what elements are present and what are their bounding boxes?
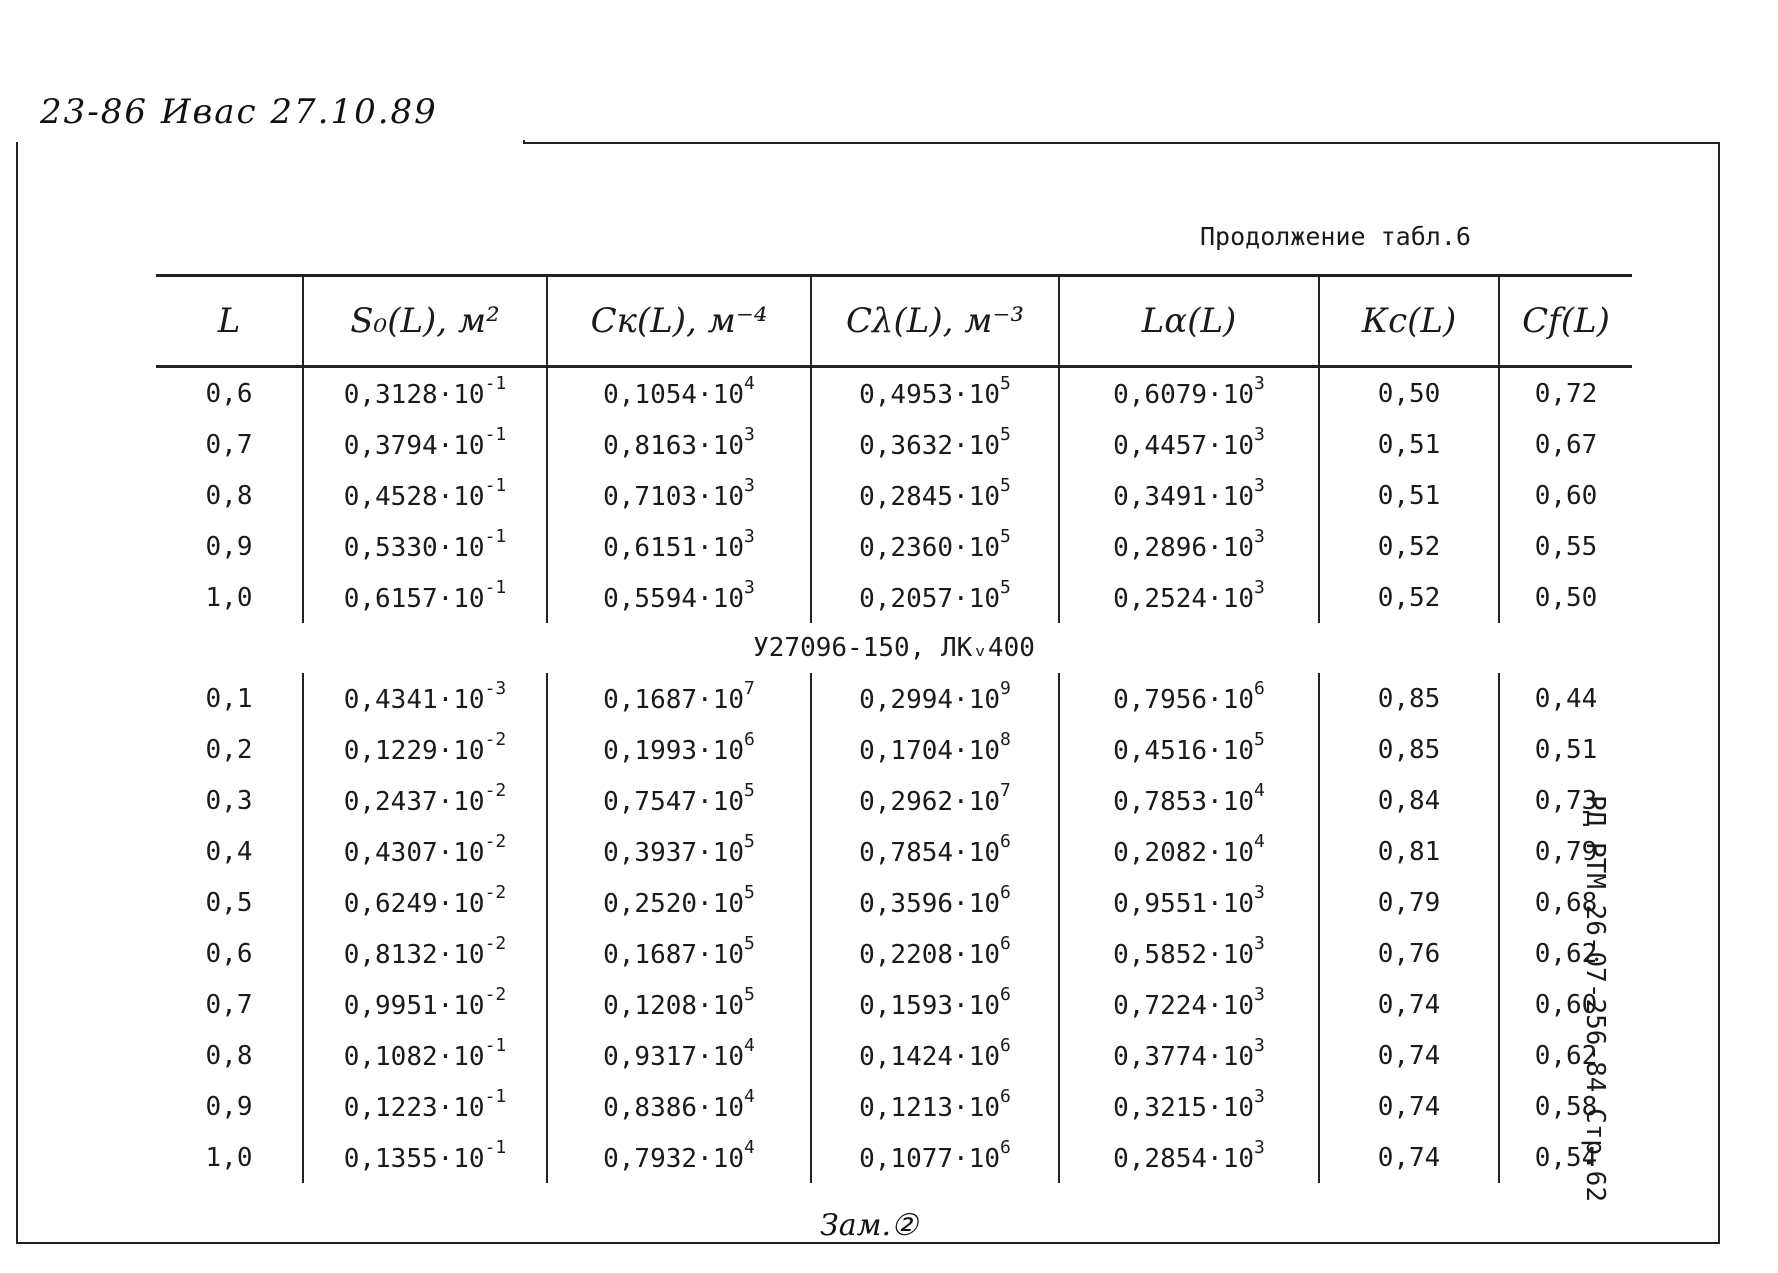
cell-ck-mantissa: 0,1687·10 (603, 684, 745, 715)
cell-cf: 0,62 (1499, 1030, 1632, 1081)
table-header-row (156, 276, 1632, 367)
cell-s0 (303, 470, 547, 521)
cell-s0-mantissa: 0,4341·10 (343, 684, 485, 715)
col-header-cf: Cf(L) (1499, 276, 1632, 367)
cell-cl-mantissa: 0,3596·10 (859, 888, 1001, 919)
cell-ck-exponent: 3 (744, 475, 755, 497)
cell-cl-mantissa: 0,1077·10 (859, 1143, 1001, 1174)
cell-ck (547, 419, 811, 470)
cell-la-mantissa: 0,7956·10 (1113, 684, 1255, 715)
cell-l: 0,7 (205, 429, 253, 460)
table-row (156, 521, 1632, 572)
cell-ck-mantissa: 0,1993·10 (603, 735, 745, 766)
cell-s0-mantissa: 0,5330·10 (343, 532, 485, 563)
col-header-s0: S₀(L), м² (303, 276, 547, 367)
cell-ck-exponent: 5 (744, 984, 755, 1006)
cell-s0 (303, 1132, 547, 1183)
cell-cl-exponent: 6 (1000, 984, 1011, 1006)
col-header-cl: Cλ(L), м⁻³ (811, 276, 1059, 367)
cell-cl-exponent: 6 (1000, 1086, 1011, 1108)
cell-s0-exponent: -1 (484, 1035, 507, 1057)
cell-cl-mantissa: 0,2057·10 (859, 583, 1001, 614)
cell-s0 (303, 724, 547, 775)
table-row (156, 367, 1632, 420)
cell-cl-exponent: 6 (1000, 1035, 1011, 1057)
cell-la-mantissa: 0,5852·10 (1113, 939, 1255, 970)
cell-ck (547, 521, 811, 572)
cell-ck-mantissa: 0,1054·10 (603, 379, 745, 410)
cell-cf: 0,50 (1499, 572, 1632, 623)
cell-la-exponent: 3 (1254, 424, 1265, 446)
cell-ck-mantissa: 0,7932·10 (603, 1143, 745, 1174)
cell-s0-mantissa: 0,1223·10 (343, 1092, 485, 1123)
cell-ck-exponent: 4 (744, 1086, 755, 1108)
section-row (156, 623, 1632, 673)
cell-ck (547, 572, 811, 623)
cell-la-mantissa: 0,2524·10 (1113, 583, 1255, 614)
cell-cf: 0,44 (1499, 673, 1632, 724)
table-row (156, 1081, 1632, 1132)
cell-s0-mantissa: 0,3128·10 (343, 379, 485, 410)
cell-cl-mantissa: 0,7854·10 (859, 837, 1001, 868)
table-row (156, 572, 1632, 623)
cell-la-exponent: 3 (1254, 526, 1265, 548)
cell-cl (811, 419, 1059, 470)
cell-l: 0,1 (205, 683, 253, 714)
cell-la-mantissa: 0,3491·10 (1113, 481, 1255, 512)
cell-cl-exponent: 5 (1000, 373, 1011, 395)
cell-s0-mantissa: 0,4528·10 (343, 481, 485, 512)
cell-cl-exponent: 8 (1000, 729, 1011, 751)
table-caption: Продолжение табл.6 (1200, 222, 1471, 251)
cell-s0 (303, 367, 547, 420)
cell-s0 (303, 877, 547, 928)
cell-la-mantissa: 0,4457·10 (1113, 430, 1255, 461)
cell-ck-exponent: 4 (744, 1137, 755, 1159)
cell-la (1059, 724, 1319, 775)
cell-cl (811, 470, 1059, 521)
table-row (156, 928, 1632, 979)
cell-la-mantissa: 0,2082·10 (1113, 837, 1255, 868)
table-row (156, 826, 1632, 877)
data-table (156, 274, 1632, 1183)
cell-ck-exponent: 5 (744, 831, 755, 853)
cell-cl (811, 673, 1059, 724)
cell-s0 (303, 521, 547, 572)
cell-ck (547, 1030, 811, 1081)
cell-la-exponent: 3 (1254, 475, 1265, 497)
cell-ck-exponent: 4 (744, 1035, 755, 1057)
cell-la (1059, 521, 1319, 572)
cell-ck-mantissa: 0,8163·10 (603, 430, 745, 461)
cell-cl (811, 877, 1059, 928)
cell-cl-exponent: 6 (1000, 831, 1011, 853)
cell-la-exponent: 3 (1254, 882, 1265, 904)
cell-kc: 0,85 (1319, 673, 1499, 724)
cell-cl (811, 928, 1059, 979)
cell-ck-exponent: 3 (744, 577, 755, 599)
cell-s0-exponent: -1 (484, 1086, 507, 1108)
cell-ck-exponent: 7 (744, 678, 755, 700)
table-row (156, 470, 1632, 521)
cell-la-mantissa: 0,3774·10 (1113, 1041, 1255, 1072)
cell-ck (547, 826, 811, 877)
cell-cf: 0,60 (1499, 470, 1632, 521)
cell-kc: 0,51 (1319, 470, 1499, 521)
cell-cf: 0,79 (1499, 826, 1632, 877)
cell-cl-exponent: 6 (1000, 1137, 1011, 1159)
cell-la (1059, 826, 1319, 877)
cell-cl (811, 775, 1059, 826)
cell-cf: 0,58 (1499, 1081, 1632, 1132)
cell-kc: 0,50 (1319, 367, 1499, 420)
cell-s0 (303, 1030, 547, 1081)
cell-s0 (303, 979, 547, 1030)
section-label: У27096-150, ЛКᵥ400 (753, 633, 1035, 663)
cell-cf: 0,51 (1499, 724, 1632, 775)
cell-cl-mantissa: 0,2208·10 (859, 939, 1001, 970)
cell-la (1059, 572, 1319, 623)
cell-s0 (303, 928, 547, 979)
cell-ck (547, 1132, 811, 1183)
cell-s0 (303, 1081, 547, 1132)
cell-kc: 0,81 (1319, 826, 1499, 877)
cell-cl (811, 1132, 1059, 1183)
cell-ck-mantissa: 0,1208·10 (603, 990, 745, 1021)
cell-cl-mantissa: 0,2845·10 (859, 481, 1001, 512)
cell-s0-mantissa: 0,6157·10 (343, 583, 485, 614)
cell-cl-mantissa: 0,1704·10 (859, 735, 1001, 766)
table-row (156, 877, 1632, 928)
cell-la-exponent: 3 (1254, 933, 1265, 955)
cell-la (1059, 1030, 1319, 1081)
cell-cf: 0,55 (1499, 521, 1632, 572)
cell-la (1059, 419, 1319, 470)
cell-la (1059, 1132, 1319, 1183)
cell-ck (547, 1081, 811, 1132)
cell-kc: 0,51 (1319, 419, 1499, 470)
cell-l: 1,0 (205, 582, 253, 613)
cell-cl-mantissa: 0,2962·10 (859, 786, 1001, 817)
cell-s0-mantissa: 0,1355·10 (343, 1143, 485, 1174)
table-row (156, 1030, 1632, 1081)
cell-cl-exponent: 5 (1000, 475, 1011, 497)
cell-cl-mantissa: 0,2360·10 (859, 532, 1001, 563)
cell-ck-exponent: 5 (744, 780, 755, 802)
cell-cl-mantissa: 0,1424·10 (859, 1041, 1001, 1072)
cell-ck-mantissa: 0,5594·10 (603, 583, 745, 614)
cell-la (1059, 979, 1319, 1030)
cell-la-exponent: 3 (1254, 1035, 1265, 1057)
cell-ck (547, 928, 811, 979)
cell-ck-mantissa: 0,3937·10 (603, 837, 745, 868)
col-header-kc: Кc(L) (1319, 276, 1499, 367)
cell-la-exponent: 6 (1254, 678, 1265, 700)
cell-l: 0,4 (205, 836, 253, 867)
cell-s0-exponent: -1 (484, 424, 507, 446)
cell-l: 0,5 (205, 887, 253, 918)
cell-la-mantissa: 0,6079·10 (1113, 379, 1255, 410)
cell-cl-exponent: 5 (1000, 526, 1011, 548)
cell-cl-exponent: 6 (1000, 882, 1011, 904)
col-header-l: L (156, 276, 303, 367)
table-body (156, 367, 1632, 1184)
cell-cl (811, 826, 1059, 877)
cell-kc: 0,74 (1319, 1132, 1499, 1183)
revision-note: Зам.② (820, 1208, 918, 1243)
cell-ck-exponent: 5 (744, 882, 755, 904)
cell-la-exponent: 3 (1254, 1086, 1265, 1108)
table-row (156, 419, 1632, 470)
cell-l: 0,8 (205, 480, 253, 511)
cell-la-mantissa: 0,2896·10 (1113, 532, 1255, 563)
cell-la-exponent: 3 (1254, 1137, 1265, 1159)
cell-s0-exponent: -3 (484, 678, 507, 700)
cell-s0-exponent: -2 (484, 882, 507, 904)
cell-l: 0,2 (205, 734, 253, 765)
cell-la-exponent: 3 (1254, 577, 1265, 599)
cell-ck (547, 877, 811, 928)
cell-s0-mantissa: 0,9951·10 (343, 990, 485, 1021)
cell-s0-mantissa: 0,8132·10 (343, 939, 485, 970)
cell-l: 1,0 (205, 1142, 253, 1173)
table-row (156, 979, 1632, 1030)
cell-kc: 0,84 (1319, 775, 1499, 826)
cell-s0-exponent: -2 (484, 933, 507, 955)
cell-ck-mantissa: 0,6151·10 (603, 532, 745, 563)
cell-cf: 0,68 (1499, 877, 1632, 928)
cell-ck-mantissa: 0,2520·10 (603, 888, 745, 919)
cell-s0 (303, 572, 547, 623)
cell-kc: 0,74 (1319, 1030, 1499, 1081)
cell-kc: 0,52 (1319, 572, 1499, 623)
cell-la (1059, 470, 1319, 521)
cell-s0-mantissa: 0,2437·10 (343, 786, 485, 817)
cell-s0-exponent: -2 (484, 831, 507, 853)
cell-l: 0,3 (205, 785, 253, 816)
cell-cl-mantissa: 0,2994·10 (859, 684, 1001, 715)
cell-l: 0,9 (205, 1091, 253, 1122)
cell-cl-exponent: 7 (1000, 780, 1011, 802)
cell-l: 0,9 (205, 531, 253, 562)
cell-kc: 0,74 (1319, 1081, 1499, 1132)
col-header-la: Lα(L) (1059, 276, 1319, 367)
cell-s0-mantissa: 0,3794·10 (343, 430, 485, 461)
col-header-ck: Cк(L), м⁻⁴ (547, 276, 811, 367)
cell-cl (811, 979, 1059, 1030)
cell-s0-exponent: -2 (484, 984, 507, 1006)
cell-ck (547, 367, 811, 420)
cell-cf: 0,60 (1499, 979, 1632, 1030)
cell-la-mantissa: 0,4516·10 (1113, 735, 1255, 766)
cell-ck (547, 724, 811, 775)
cell-la-exponent: 5 (1254, 729, 1265, 751)
cell-la (1059, 877, 1319, 928)
cell-la-exponent: 4 (1254, 780, 1265, 802)
cell-cf: 0,67 (1499, 419, 1632, 470)
cell-s0-mantissa: 0,6249·10 (343, 888, 485, 919)
cell-cl (811, 1081, 1059, 1132)
table-row (156, 775, 1632, 826)
table-row (156, 673, 1632, 724)
document-code: РД РТМ 26-07-256-84 Стр.62 (1580, 795, 1610, 1202)
cell-cl-exponent: 9 (1000, 678, 1011, 700)
cell-la (1059, 1081, 1319, 1132)
cell-s0-exponent: -1 (484, 577, 507, 599)
cell-cl-mantissa: 0,4953·10 (859, 379, 1001, 410)
cell-ck (547, 470, 811, 521)
cell-la (1059, 775, 1319, 826)
table-row (156, 724, 1632, 775)
cell-s0-exponent: -1 (484, 526, 507, 548)
cell-cl-mantissa: 0,1213·10 (859, 1092, 1001, 1123)
cell-s0 (303, 826, 547, 877)
cell-s0 (303, 775, 547, 826)
cell-kc: 0,85 (1319, 724, 1499, 775)
cell-kc: 0,76 (1319, 928, 1499, 979)
cell-cl (811, 521, 1059, 572)
cell-ck-exponent: 3 (744, 526, 755, 548)
cell-s0 (303, 673, 547, 724)
cell-s0 (303, 419, 547, 470)
cell-ck-exponent: 6 (744, 729, 755, 751)
cell-ck (547, 775, 811, 826)
cell-ck (547, 673, 811, 724)
cell-ck (547, 979, 811, 1030)
cell-cf: 0,72 (1499, 367, 1632, 420)
cell-la (1059, 928, 1319, 979)
cell-l: 0,8 (205, 1040, 253, 1071)
cell-la-mantissa: 0,7853·10 (1113, 786, 1255, 817)
cell-la-mantissa: 0,3215·10 (1113, 1092, 1255, 1123)
cell-s0-exponent: -1 (484, 475, 507, 497)
cell-ck-mantissa: 0,7103·10 (603, 481, 745, 512)
cell-ck-mantissa: 0,9317·10 (603, 1041, 745, 1072)
cell-cl-exponent: 6 (1000, 933, 1011, 955)
cell-l: 0,6 (205, 378, 253, 409)
cell-s0-exponent: -1 (484, 373, 507, 395)
cell-s0-mantissa: 0,1082·10 (343, 1041, 485, 1072)
cell-kc: 0,79 (1319, 877, 1499, 928)
cell-cf: 0,62 (1499, 928, 1632, 979)
cell-l: 0,7 (205, 989, 253, 1020)
table-row (156, 1132, 1632, 1183)
cell-cl (811, 1030, 1059, 1081)
cell-cl (811, 572, 1059, 623)
cell-la-exponent: 3 (1254, 984, 1265, 1006)
cell-l: 0,6 (205, 938, 253, 969)
cell-ck-exponent: 3 (744, 424, 755, 446)
cell-ck-exponent: 5 (744, 933, 755, 955)
cell-kc: 0,52 (1319, 521, 1499, 572)
cell-cl (811, 367, 1059, 420)
approval-stamp: 23-86 Ивас 27.10.89 (40, 92, 438, 132)
cell-la-mantissa: 0,2854·10 (1113, 1143, 1255, 1174)
cell-ck-mantissa: 0,8386·10 (603, 1092, 745, 1123)
cell-la-mantissa: 0,7224·10 (1113, 990, 1255, 1021)
cell-ck-exponent: 4 (744, 373, 755, 395)
cell-ck-mantissa: 0,1687·10 (603, 939, 745, 970)
cell-s0-exponent: -1 (484, 1137, 507, 1159)
cell-la-mantissa: 0,9551·10 (1113, 888, 1255, 919)
cell-s0-exponent: -2 (484, 780, 507, 802)
cell-cf: 0,73 (1499, 775, 1632, 826)
cell-cl-mantissa: 0,1593·10 (859, 990, 1001, 1021)
cell-la-exponent: 3 (1254, 373, 1265, 395)
cell-kc: 0,74 (1319, 979, 1499, 1030)
cell-cl-exponent: 5 (1000, 577, 1011, 599)
cell-la (1059, 673, 1319, 724)
cell-cl (811, 724, 1059, 775)
cell-s0-mantissa: 0,1229·10 (343, 735, 485, 766)
cell-cf: 0,54 (1499, 1132, 1632, 1183)
cell-la-exponent: 4 (1254, 831, 1265, 853)
cell-ck-mantissa: 0,7547·10 (603, 786, 745, 817)
cell-s0-mantissa: 0,4307·10 (343, 837, 485, 868)
cell-s0-exponent: -2 (484, 729, 507, 751)
cell-cl-exponent: 5 (1000, 424, 1011, 446)
cell-cl-mantissa: 0,3632·10 (859, 430, 1001, 461)
cell-la (1059, 367, 1319, 420)
